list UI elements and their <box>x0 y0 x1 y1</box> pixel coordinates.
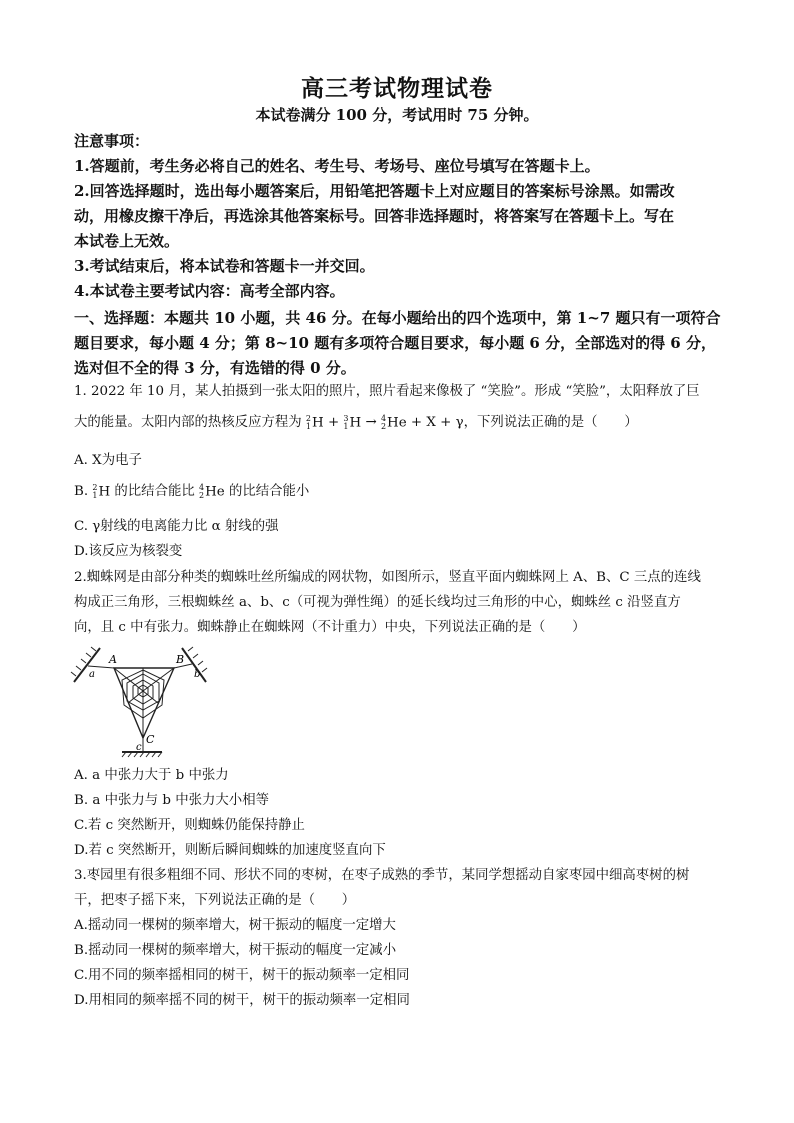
q3-option-b: B.摇动同一棵树的频率增大，树干振动的幅度一定减小 <box>74 943 397 958</box>
equation-tail: + X + γ <box>406 415 464 430</box>
nuclide-h2 <box>92 484 110 500</box>
element-symbol: H <box>98 483 111 499</box>
notice-heading: 注意事项： <box>74 132 150 150</box>
q2-line-2: 构成正三角形，三根蜘蛛丝 a、b、c（可视为弹性绳）的延长线均过三角形的中心，蜘蛛丝 c 沿竖直方 <box>74 595 681 610</box>
q1-line-2 <box>74 411 638 431</box>
q1-line-2-prefix: 大的能量。太阳内部的热核反应方程为 <box>74 415 306 430</box>
point-c-label: C <box>146 733 155 746</box>
q3-option-a: A.摇动同一棵树的频率增大，树干振动的幅度一定增大 <box>74 918 396 933</box>
atomic-number: 1 <box>343 421 349 431</box>
atomic-number: 1 <box>92 490 98 500</box>
atomic-number: 2 <box>199 490 205 500</box>
mass-number: 2 <box>92 482 98 492</box>
q2-line-3: 向，且 c 中有张力。蜘蛛静止在蜘蛛网（不计重力）中央，下列说法正确的是（ ） <box>74 620 586 635</box>
section-1-instructions: 一、选择题：本题共 10 小题，共 46 分。在每小题给出的四个选项中，第 1~7 题只有一项符合题目要求，每小题 4 分；第 8~10 题有多项符合题目要求，每小题 6 分，全部选对的得 6 分，选对但不全的得 3 分，有选错的得 0 分。 <box>74 309 721 377</box>
notice-item-2-line-1: 2.回答选择题时，选出每小题答案后，用铅笔把答题卡上对应题目的答案标号涂黑。如需改 <box>74 182 675 200</box>
point-a-label: A <box>109 653 117 666</box>
mass-number: 4 <box>380 413 387 423</box>
nuclide-h3 <box>343 415 361 431</box>
nuclide-he4 <box>381 415 407 431</box>
notice-item-4: 4.本试卷主要考试内容：高考全部内容。 <box>74 282 345 300</box>
q1-option-b <box>74 480 309 500</box>
atomic-number: 1 <box>305 421 311 431</box>
option-middle: 的比结合能比 <box>110 484 199 499</box>
option-prefix: B. <box>74 484 93 499</box>
q2-option-d: D.若 c 突然断开，则断后瞬间蜘蛛的加速度竖直向下 <box>74 843 386 858</box>
q1-option-a: A. X为电子 <box>74 453 142 468</box>
q1-line-1: 1. 2022 年 10 月，某人拍摄到一张太阳的照片，照片看起来像极了 “笑脸”。形成 “笑脸”，太阳释放了巨 <box>74 384 700 399</box>
q1-line-2-suffix: ，下列说法正确的是（ ） <box>463 415 638 430</box>
mass-number: 2 <box>305 413 311 423</box>
notice-item-2-line-3: 本试卷上无效。 <box>74 232 180 250</box>
nuclide-h2 <box>306 415 324 431</box>
atomic-number: 2 <box>380 421 387 431</box>
option-suffix: 的比结合能小 <box>224 484 310 499</box>
q3-line-1: 3.枣园里有很多粗细不同、形状不同的枣树，在枣子成熟的季节，某同学想摇动自家枣园中细高枣树的树 <box>74 868 690 883</box>
nuclide-he4 <box>199 484 225 500</box>
point-b-label: B <box>176 653 185 666</box>
element-symbol: He <box>205 483 225 499</box>
thread-c-label: c <box>136 742 142 753</box>
exam-subtitle: 本试卷满分 100 分，考试用时 75 分钟。 <box>255 106 539 124</box>
q1-option-d: D.该反应为核裂变 <box>74 544 183 559</box>
q3-option-c: C.用不同的频率摇相同的树干，树干的振动频率一定相同 <box>74 968 410 983</box>
q3-line-2: 干，把枣子摇下来，下列说法正确的是（ ） <box>74 893 356 908</box>
notice-item-1: 1.答题前，考生务必将自己的姓名、考生号、考场号、座位号填写在答题卡上。 <box>74 157 600 175</box>
notice-item-2-line-2: 动，用橡皮擦干净后，再选涂其他答案标号。回答非选择题时，将答案写在答题卡上。写在 <box>74 207 675 225</box>
thread-a-label: a <box>89 669 95 680</box>
mass-number: 4 <box>199 482 205 492</box>
q1-option-c: C. γ射线的电离能力比 α 射线的强 <box>74 519 279 534</box>
spider-web-figure <box>70 646 210 758</box>
q2-option-a: A. a 中张力大于 b 中张力 <box>74 768 229 783</box>
reaction-arrow: → <box>361 415 381 430</box>
q2-option-c: C.若 c 突然断开，则蜘蛛仍能保持静止 <box>74 818 305 833</box>
thread-b-label: b <box>194 669 201 680</box>
element-symbol: H <box>349 414 362 430</box>
notice-item-3: 3.考试结束后，将本试卷和答题卡一并交回。 <box>74 257 375 275</box>
q2-option-b: B. a 中张力与 b 中张力大小相等 <box>74 793 269 808</box>
plus-sign: + <box>323 415 344 430</box>
exam-title: 高三考试物理试卷 <box>301 75 493 102</box>
mass-number: 3 <box>343 413 349 423</box>
q3-option-d: D.用相同的频率摇不同的树干，树干的振动频率一定相同 <box>74 993 410 1008</box>
q2-line-1: 2.蜘蛛网是由部分种类的蜘蛛吐丝所编成的网状物，如图所示，竖直平面内蜘蛛网上 A、B、C 三点的连线 <box>74 570 701 585</box>
element-symbol: He <box>387 414 407 430</box>
element-symbol: H <box>312 414 324 430</box>
